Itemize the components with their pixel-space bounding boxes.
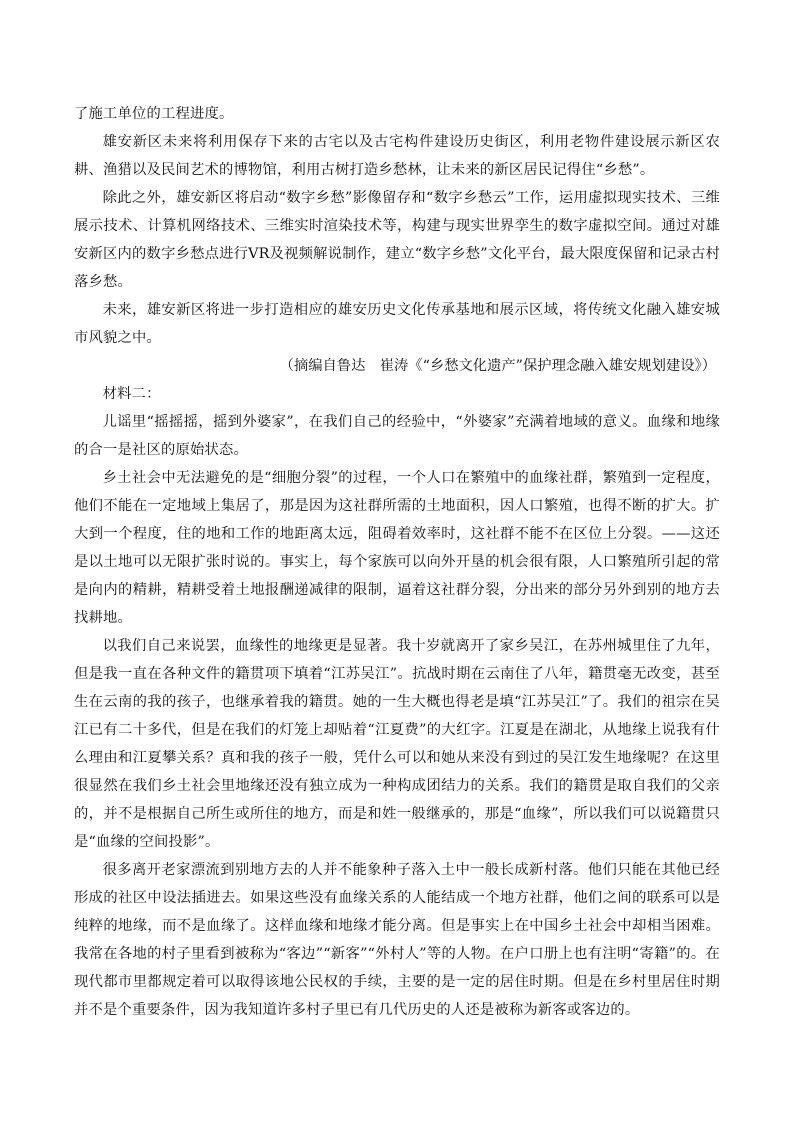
paragraph-native-place: 以我们自己来说罢，血缘性的地缘更是显著。我十岁就离开了家乡吴江，在苏州城里住了九年，但是我一直在各种文件的籍贯项下填着“江苏吴江”。抗战时期在云南住了八年，籍贯毫无改变，甚至生在云南的我的孩子，也继承着我的籍贯。她的一生大概也得老是填“江苏吴江”了。我们的祖宗在吴江已有二十多代，但是在我们的灯笼上却贴着“江夏费”的大红字。江夏是在湖北，从地缘上说我有什么理由和江夏攀关系？真和我的孩子一般，凭什么可以和她从来没有到过的吴江发生地缘呢？在这里很显然在我们乡土社会里地缘还没有独立成为一种构成团结力的关系。我们的籍贯是取自我们的父亲的，并不是根据自己所生或所住的地方，而是和姓一般继承的，那是“血缘”，所以我们可以说籍贯只是“血缘的空间投影”。 bbox=[74, 638, 720, 850]
document-page bbox=[74, 100, 720, 1024]
paragraph-continuation: 了施工单位的工程进度。 bbox=[74, 106, 234, 122]
source-citation: （摘编自鲁达 崔涛《“乡愁文化遗产”保护理念融入雄安规划建设》） bbox=[279, 358, 716, 374]
paragraph-digital-nostalgia: 除此之外，雄安新区将启动“数字乡愁”影像留存和“数字乡愁云”工作，运用虚拟现实技术、三维展示技术、计算机网络技术、三维实时渲染技术等，构建与现实世界孪生的数字虚拟空间。通过对雄安新区内的数字乡愁点进行VR及视频解说制作，建立“数字乡愁”文化平台，最大限度保留和记录古村落乡愁。 bbox=[74, 190, 720, 290]
paragraph-cell-division: 乡土社会中无法避免的是“细胞分裂”的过程，一个人口在繁殖中的血缘社群，繁殖到一定程度，他们不能在一定地域上集居了，那是因为这社群所需的土地面积，因人口繁殖，也得不断的扩大。扩大到一个程度，住的地和工作的地距离太远，阻碍着效率时，这社群不能不在区位上分裂。——这还是以土地可以无限扩张时说的。事实上，每个家族可以向外开垦的机会很有限，人口繁殖所引起的常是向内的精耕，精耕受着土地报酬递减律的限制，逼着这社群分裂，分出来的部分另外到别的地方去找耕地。 bbox=[74, 470, 720, 626]
paragraph-historic-district: 雄安新区未来将利用保存下来的古宅以及古宅构件建设历史街区，利用老物件建设展示新区农耕、渔猎以及民间艺术的博物馆，利用古树打造乡愁林，让未来的新区居民记得住“乡愁”。 bbox=[74, 134, 720, 178]
paragraph-nursery-rhyme: 儿谣里“摇摇摇，摇到外婆家”，在我们自己的经验中，“外婆家”充满着地域的意义。血缘和地缘的合一是社区的原始状态。 bbox=[74, 414, 720, 458]
paragraph-future-plan: 未来，雄安新区将进一步打造相应的雄安历史文化传承基地和展示区域，将传统文化融入雄安城市风貌之中。 bbox=[74, 302, 720, 346]
paragraph-newcomers: 很多离开老家漂流到别地方去的人并不能象种子落入土中一般长成新村落。他们只能在其他已经形成的社区中设法插进去。如果这些没有血缘关系的人能结成一个地方社群，他们之间的联系可以是纯粹的地缘，而不是血缘了。这样血缘和地缘才能分离。但是事实上在中国乡土社会中却相当困难。我常在各地的村子里看到被称为“客边”“新客”“外村人”等的人物。在户口册上也有注明“寄籍”的。在现代都市里都规定着可以取得该地公民权的手续，主要的是一定的居住时期。但是在乡村里居住时期并不是个重要条件，因为我知道许多村子里已有几代历史的人还是被称为新客或客边的。 bbox=[74, 862, 720, 1018]
material-two-heading: 材料二： bbox=[102, 386, 161, 402]
